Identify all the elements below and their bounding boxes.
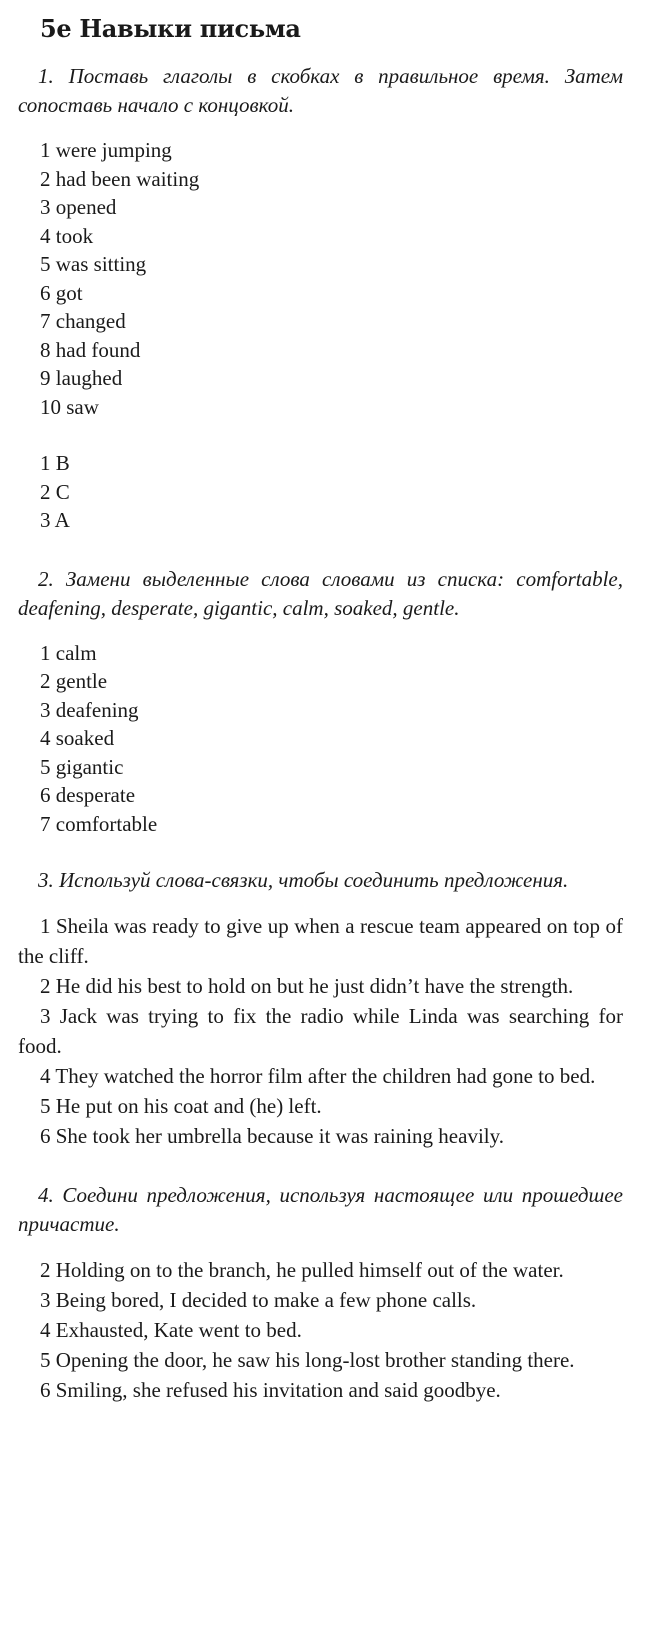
list-item: 7 comfortable <box>40 811 158 836</box>
answer-paragraph: 2 He did his best to hold on but he just didn’t have the strength. <box>40 974 574 998</box>
answer-paragraph: 4 Exhausted, Kate went to bed. <box>40 1318 302 1342</box>
page-title: 5e Навыки письма <box>40 14 301 43</box>
list-item: 1 calm <box>40 640 97 665</box>
list-item: 2 had been waiting <box>40 166 200 191</box>
list-item: 8 had found <box>40 337 141 362</box>
task3-instruction: 3. Используй слова-связки, чтобы соединить предложения. <box>38 868 569 892</box>
answer-paragraph: 1 Sheila was ready to give up when a rescue team appeared on top of the cliff. <box>18 914 623 968</box>
document-page <box>18 10 623 1405</box>
answer-paragraph: 3 Being bored, I decided to make a few phone calls. <box>40 1288 477 1312</box>
task1-answer-list <box>18 136 623 421</box>
list-item: 2 C <box>40 479 70 504</box>
list-item: 3 A <box>40 508 70 532</box>
list-item: 4 soaked <box>40 726 115 750</box>
list-item: 6 desperate <box>40 783 136 807</box>
list-item: 9 laughed <box>40 366 123 390</box>
task4-instruction: 4. Соедини предложения, используя настоящее или прошедшее причастие. <box>18 1183 623 1236</box>
answer-paragraph: 6 She took her umbrella because it was raining heavily. <box>40 1124 504 1148</box>
list-item: 5 gigantic <box>40 754 124 779</box>
task1-match-list <box>18 449 623 535</box>
answer-paragraph: 3 Jack was trying to fix the radio while Linda was searching for food. <box>18 1004 623 1058</box>
task1-instruction: 1. Поставь глаголы в скобках в правильное время. Затем сопоставь начало с концовкой. <box>18 64 623 117</box>
answer-paragraph: 5 He put on his coat and (he) left. <box>40 1094 322 1118</box>
list-item: 3 deafening <box>40 697 139 722</box>
list-item: 2 gentle <box>40 669 108 693</box>
task4-answers <box>18 1255 623 1405</box>
task3-answers <box>18 911 623 1151</box>
list-item: 6 got <box>40 280 83 305</box>
answer-paragraph: 2 Holding on to the branch, he pulled himself out of the water. <box>40 1258 564 1282</box>
task2-instruction: 2. Замени выделенные слова словами из списка: comfortable, deafening, desperate, gigantic, calm, soaked, gentle. <box>18 566 623 620</box>
list-item: 1 were jumping <box>40 138 172 162</box>
list-item: 5 was sitting <box>40 252 147 276</box>
task2-answer-list <box>18 639 623 839</box>
answer-paragraph: 6 Smiling, she refused his invitation and said goodbye. <box>40 1378 501 1402</box>
list-item: 10 saw <box>40 394 99 419</box>
list-item: 1 B <box>40 451 70 475</box>
list-item: 3 opened <box>40 195 117 219</box>
answer-paragraph: 4 They watched the horror film after the children had gone to bed. <box>40 1064 596 1088</box>
answer-paragraph: 5 Opening the door, he saw his long-lost brother standing there. <box>40 1348 575 1372</box>
list-item: 4 took <box>40 223 94 248</box>
list-item: 7 changed <box>40 309 126 333</box>
